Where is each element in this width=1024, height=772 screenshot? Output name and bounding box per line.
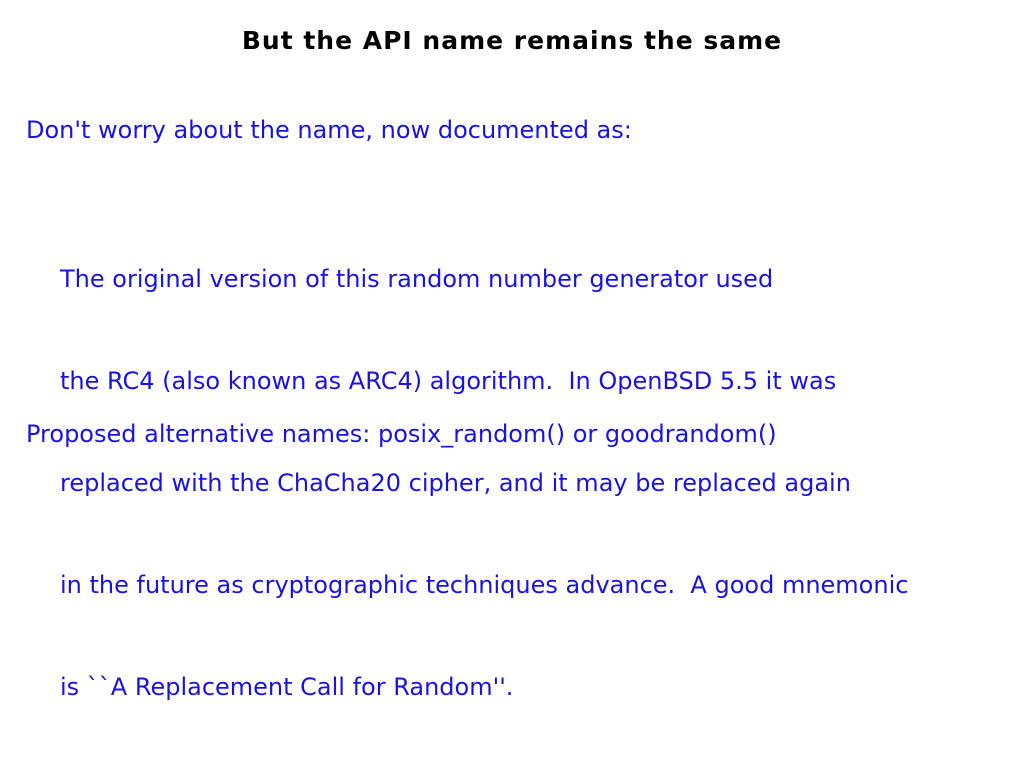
quote-block — [60, 194, 908, 772]
quote-line: the RC4 (also known as ARC4) algorithm. In OpenBSD 5.5 it was — [60, 367, 837, 395]
quote-line: replaced with the ChaCha20 cipher, and it may be replaced again — [60, 469, 851, 497]
lead-paragraph: Don't worry about the name, now documented as: — [26, 116, 632, 144]
quote-line: The original version of this random number generator used — [60, 265, 774, 293]
proposed-names-paragraph: Proposed alternative names: posix_random() or goodrandom() — [26, 420, 777, 448]
quote-line: in the future as cryptographic techniques advance. A good mnemonic — [60, 571, 909, 599]
page-title: But the API name remains the same — [241, 26, 783, 55]
quote-line: is ``A Replacement Call for Random''. — [60, 673, 514, 701]
